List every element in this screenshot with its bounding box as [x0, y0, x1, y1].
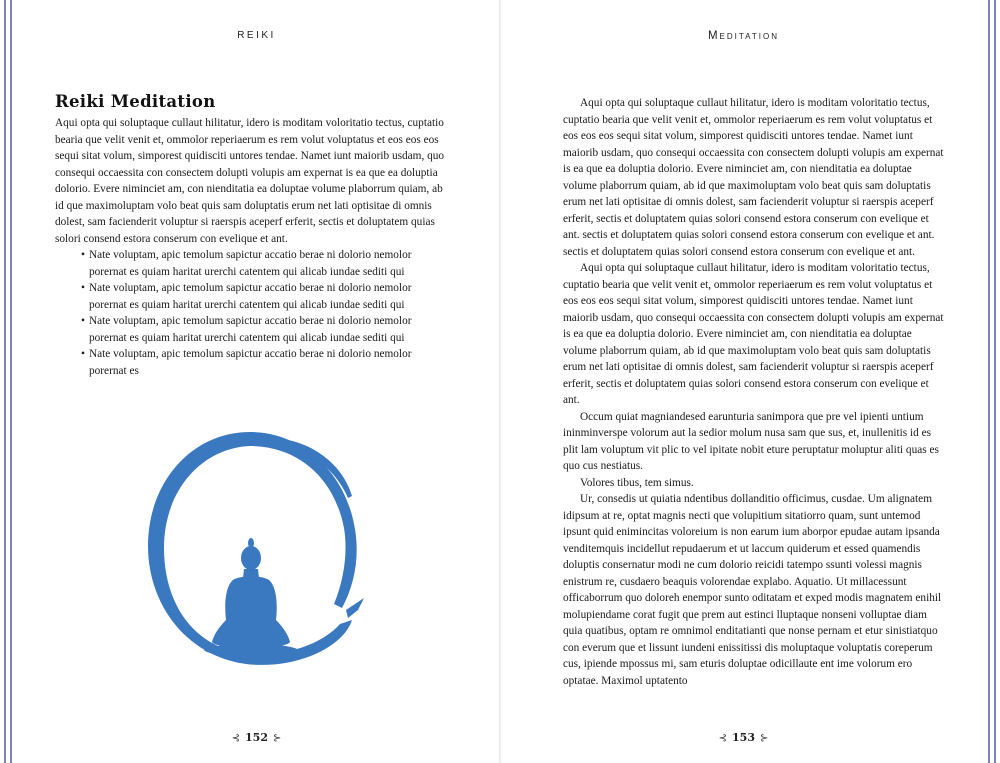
bullet-item	[81, 346, 445, 379]
bullet-mark: •	[81, 315, 85, 327]
bullet-text: Nate voluptam, apic temolum sapictur accatio berae ni dolorio nemolor porernat es quiam haritat urerchi catentem qui alicab iundae sediti qui	[89, 315, 412, 344]
running-head-right: Meditation	[707, 30, 780, 42]
chapter-title: Reiki Meditation	[55, 92, 216, 111]
bullet-text: Nate voluptam, apic temolum sapictur accatio berae ni dolorio nemolor porernat es	[89, 348, 412, 377]
page-number: 152	[245, 731, 268, 744]
bullet-item	[81, 313, 445, 346]
bullet-mark: •	[81, 249, 85, 261]
body-paragraph: Volores tibus, tem simus.	[580, 476, 694, 489]
bullet-mark: •	[81, 282, 85, 294]
page-edge-line	[994, 0, 996, 763]
folio-ornament-icon: ⊰	[718, 733, 728, 744]
bullet-item	[81, 280, 445, 313]
running-head-left: REIKI	[237, 30, 276, 41]
right-page	[501, 0, 986, 763]
folio-ornament-icon: ⊱	[272, 733, 282, 744]
body-paragraph: Aqui opta qui soluptaque cullaut hilitatur, idero is moditam voloritatio tectus, cuptatio bearia que velit venit et, ommolor reperiaerum es rem volut voluptatus et eos eos eos sequi sitat volum, simporest quidisciti untores tendae. Namet iunt maiorib usdam, quo consequi occaessita con consectem dolupti volupis am expernat is ea que ea doluptia dolorio. Evere niminciet am, con nienditatia ea doluptae volume plaborrum quiam, ab id que maximoluptam volo beat quis sam doluptatis erum net lati optisitae di omnis dolest, sam facienderit voluptur si raerspis aceperf erferit, sectis et doluptatem quias solori consend estora conserum con evelique et ant.	[55, 117, 445, 245]
page-edge-line	[4, 0, 6, 763]
page-edge-line	[10, 0, 12, 763]
body-paragraph: Occum quiat magniandesed earunturia sanimpora que pre vel ipienti untium ininminverspe volorum aut la sedior molum nusa sam que sus, et, inullenitis id es plit lam voluptum vit plic to vel ipitate nobit eture peruptatur moluptur aliti quas es quo cus nestiatus.	[563, 410, 939, 472]
right-body	[563, 95, 948, 689]
page-number: 153	[732, 731, 755, 744]
bullet-mark: •	[81, 348, 85, 360]
bullet-list	[55, 247, 445, 379]
left-page	[14, 0, 499, 763]
page-number-right	[501, 731, 986, 744]
folio-ornament-icon: ⊰	[231, 733, 241, 744]
page-edge-line	[988, 0, 990, 763]
body-paragraph: Ur, consedis ut quiatia ndentibus dollanditio officimus, cusdae. Um alignatem idipsum at re, optat magnis necti que volupitium sitatiorro quam, sunt untemod ipsunt quid enimincitas voloreium is non earum ium aborpor epudae autam ipsanda venditemquis incidellut repudaerum et ut laccum quiderum et essed quamendis doluptis consernatur modi ne cum dolorio reicidi tatempo ssunti volessi magnis enistrum re, cusdaero beaquis volorendae explabo. Aquatio. Ut millacessunt officaborrum quo doloreh enempor sunto oditatam et exped modis magnatem enihil molupiendame corat fugit que prem aut estinci lluptaque nonseni volluptae diam quia quatibus, optam re omnimol enditatianti que nonse pernam et etur sinistiatquo con everum que et lissunt iundeni enissitissi dis moluptaque voluptatis coreperum cus, ipiende mpossus mi, sam eturis doluptae odicillaute ent ime volorum ero optatae. Maximol uptatento	[563, 493, 942, 687]
bullet-text: Nate voluptam, apic temolum sapictur accatio berae ni dolorio nemolor porernat es quiam haritat urerchi catentem qui alicab iundae sediti qui	[89, 249, 412, 278]
folio-ornament-icon: ⊱	[759, 733, 769, 744]
page-number-left	[14, 731, 499, 744]
body-paragraph: Aqui opta qui soluptaque cullaut hilitatur, idero is moditam voloritatio tectus, cuptatio bearia que velit venit et, ommolor reperiaerum es rem volut voluptatus et eos eos eos sequi sitat volum, simporest quidisciti untores tendae. Namet iunt maiorib usdam, quo consequi occaessita con consectem dolupti volupis am expernat is ea que ea doluptia dolorio. Evere niminciet am, con nienditatia ea doluptae volume plaborrum quiam, ab id que maximoluptam volo beat quis sam doluptatis erum net lati optisitae di omnis dolest, sam facienderit voluptur si raerspis aceperf erferit, sectis et doluptatem quias solori consend estora conserum con evelique et ant. sectis et doluptatem quias solori consend estora conserum con evelique et ant. sectis et doluptatem quias solori consend estora conserum con evelique et ant.	[563, 97, 944, 258]
left-body	[55, 92, 445, 379]
body-paragraph: Aqui opta qui soluptaque cullaut hilitatur, idero is moditam voloritatio tectus, cuptatio bearia que velit venit et, ommolor reperiaerum es rem volut voluptatus et eos eos eos sequi sitat volum, simporest quidisciti untores tendae. Namet iunt maiorib usdam, quo consequi occaessita con consectem dolupti volupis am expernat is ea que ea doluptia dolorio. Evere niminciet am, con nienditatia ea doluptae volume plaborrum quiam, ab id que maximoluptam volo beat quis sam doluptatis erum net lati optisitae di omnis dolest, sam facienderit voluptur si raerspis aceperf erferit, sectis et doluptatem quias solori consend estora conserum con evelique et ant.	[563, 262, 944, 406]
bullet-item	[81, 247, 445, 280]
bullet-text: Nate voluptam, apic temolum sapictur accatio berae ni dolorio nemolor porernat es quiam haritat urerchi catentem qui alicab iundae sediti qui	[89, 282, 412, 311]
enso-buddha-icon	[138, 424, 366, 672]
